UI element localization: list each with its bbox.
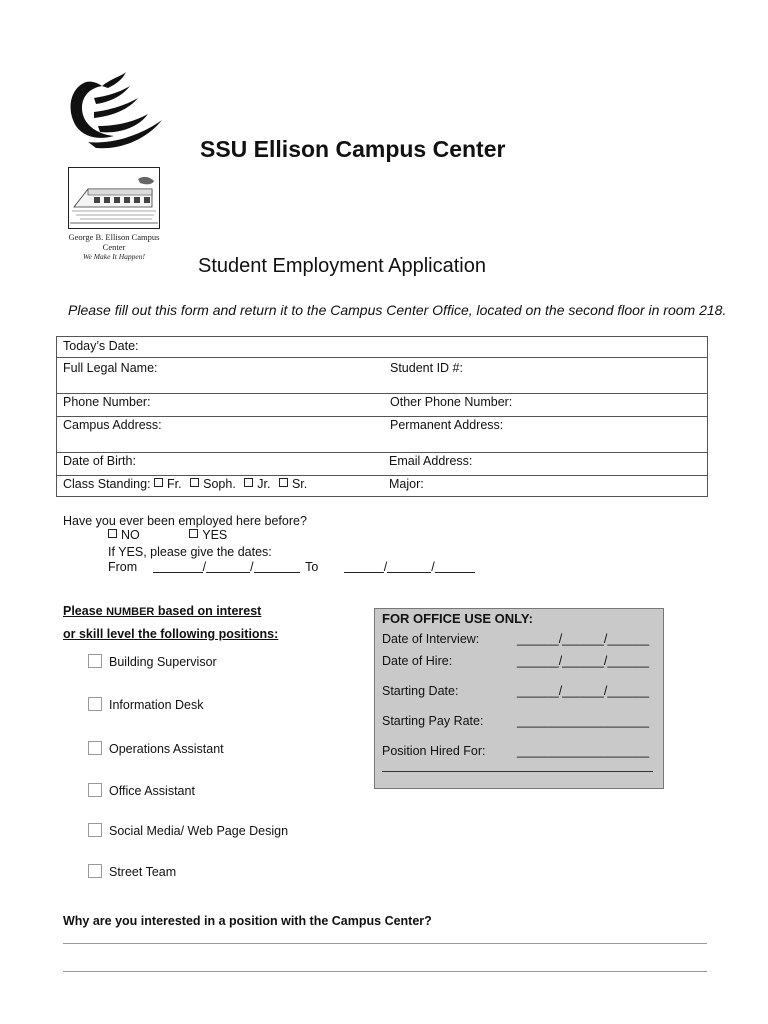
position-item[interactable] (88, 823, 288, 838)
form-subtitle: Student Employment Application (198, 255, 486, 277)
from-label: From (108, 560, 138, 574)
position-rank-box[interactable] (88, 783, 102, 797)
employment-dates: From / / To / / (108, 560, 475, 574)
to-label: To (305, 560, 319, 574)
employed-options (108, 528, 227, 542)
logo-caption-text: George B. Ellison Campus Center (68, 232, 160, 252)
major-label: Major: (389, 477, 424, 491)
email-address-label: Email Address: (389, 454, 473, 468)
from-day-blank[interactable] (206, 561, 250, 573)
date-of-interview-label: Date of Interview: (382, 632, 480, 646)
position-item[interactable] (88, 654, 217, 669)
class-sr-label: Sr. (291, 477, 308, 491)
from-month-blank[interactable] (153, 561, 203, 573)
why-interested-question: Why are you interested in a position with the Campus Center? (63, 914, 432, 928)
employed-no-checkbox[interactable] (108, 529, 117, 538)
position-item[interactable] (88, 741, 224, 756)
phone-number-label: Phone Number: (63, 395, 151, 409)
to-month-blank[interactable] (344, 561, 384, 573)
date-of-hire-blank[interactable]: ______/______/______ (517, 654, 650, 668)
date-of-birth-label: Date of Birth: (63, 454, 136, 468)
starting-date-label: Starting Date: (382, 684, 459, 698)
answer-line[interactable] (63, 971, 707, 972)
employed-yes-label: YES (202, 528, 228, 542)
answer-line[interactable] (63, 943, 707, 944)
todays-date-label: Today’s Date: (63, 339, 139, 353)
date-of-interview-blank[interactable]: ______/______/______ (517, 632, 650, 646)
position-label: Building Supervisor (109, 655, 217, 669)
office-extra-line[interactable] (382, 771, 653, 772)
address-row (57, 416, 707, 453)
class-fr-checkbox[interactable] (154, 478, 163, 487)
positions-heading-pre: Please (63, 604, 107, 618)
positions-heading-number: NUMBER (106, 606, 155, 618)
position-item[interactable] (88, 697, 203, 712)
applicant-info-table (56, 336, 708, 497)
position-label: Information Desk (109, 698, 204, 712)
starting-pay-rate-label: Starting Pay Rate: (382, 714, 484, 728)
class-standing-group (63, 477, 307, 491)
instructions: Please fill out this form and return it to the Campus Center Office, located on the second floor in room 218. (68, 302, 727, 318)
logo-tagline: We Make It Happen! (83, 252, 145, 261)
position-label: Social Media/ Web Page Design (109, 824, 289, 838)
from-year-blank[interactable] (254, 561, 300, 573)
name-row (57, 357, 707, 394)
position-rank-box[interactable] (88, 654, 102, 668)
positions-heading-line-2: or skill level the following positions: (63, 627, 279, 641)
logo-caption (58, 232, 170, 262)
birth-email-row (57, 452, 707, 476)
position-hired-for-label: Position Hired For: (382, 744, 486, 758)
employed-yes-checkbox[interactable] (189, 529, 198, 538)
if-yes-instruction: If YES, please give the dates: (108, 545, 272, 559)
full-legal-name-label: Full Legal Name: (63, 361, 158, 375)
phone-row (57, 393, 707, 417)
position-item[interactable] (88, 783, 195, 798)
page-title: SSU Ellison Campus Center (200, 136, 506, 162)
class-soph-checkbox[interactable] (190, 478, 199, 487)
employed-before-question: Have you ever been employed here before? (63, 514, 307, 528)
starting-pay-rate-blank[interactable]: ___________________ (517, 714, 650, 728)
class-jr-label: Jr. (257, 477, 271, 491)
employed-no-label: NO (121, 528, 140, 542)
student-id-label: Student ID #: (390, 361, 463, 375)
building-illustration (68, 167, 160, 229)
position-rank-box[interactable] (88, 864, 102, 878)
campus-address-label: Campus Address: (63, 418, 162, 432)
positions-heading-line-1 (63, 604, 261, 618)
class-standing-row (57, 475, 707, 498)
position-rank-box[interactable] (88, 823, 102, 837)
position-rank-box[interactable] (88, 697, 102, 711)
to-day-blank[interactable] (387, 561, 431, 573)
to-year-blank[interactable] (435, 561, 475, 573)
position-label: Operations Assistant (109, 742, 224, 756)
class-fr-label: Fr. (167, 477, 182, 491)
date-of-hire-label: Date of Hire: (382, 654, 453, 668)
office-use-title: FOR OFFICE USE ONLY: (382, 611, 533, 626)
position-label: Street Team (109, 865, 177, 879)
class-jr-checkbox[interactable] (244, 478, 253, 487)
class-soph-label: Soph. (203, 477, 236, 491)
ship-logo-icon (64, 68, 164, 158)
class-sr-checkbox[interactable] (279, 478, 288, 487)
position-label: Office Assistant (109, 784, 195, 798)
starting-date-blank[interactable]: ______/______/______ (517, 684, 650, 698)
position-hired-for-blank[interactable]: ___________________ (517, 744, 650, 758)
class-standing-label: Class Standing: (63, 477, 151, 491)
office-use-box (374, 608, 664, 789)
other-phone-label: Other Phone Number: (390, 395, 513, 409)
position-item[interactable] (88, 864, 176, 879)
positions-heading-post: based on interest (154, 604, 262, 618)
position-rank-box[interactable] (88, 741, 102, 755)
permanent-address-label: Permanent Address: (390, 418, 504, 432)
